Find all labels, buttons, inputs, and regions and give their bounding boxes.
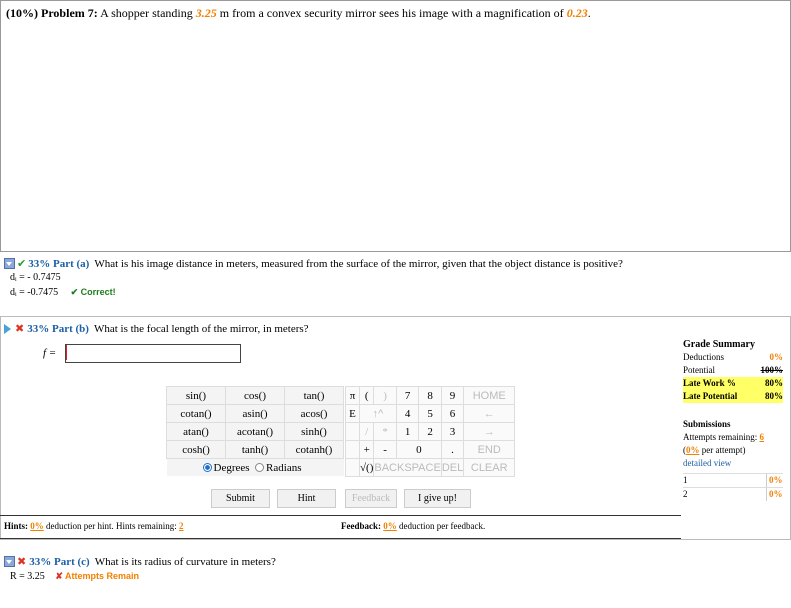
potential-value: 100%	[760, 365, 783, 375]
cosh-button[interactable]: cosh()	[167, 441, 226, 459]
attempts-remain-label: Attempts Remain	[65, 571, 140, 581]
forward-arrow-button[interactable]: →	[464, 423, 515, 441]
potential-row	[683, 364, 783, 377]
lparen-button[interactable]: (	[360, 387, 374, 405]
part-b-percent: 33% Part (b)	[27, 322, 89, 335]
radians-label: Radians	[266, 461, 302, 474]
checkmark-icon: ✔	[17, 257, 27, 270]
key-9[interactable]: 9	[441, 387, 463, 405]
part-c-answer: R = 3.25	[10, 571, 45, 582]
problem-magnification: 0.23	[566, 6, 588, 20]
detailed-view-text[interactable]: detailed view	[683, 458, 732, 468]
key-1[interactable]: 1	[396, 423, 418, 441]
sin-button[interactable]: sin()	[167, 387, 226, 405]
key-2[interactable]: 2	[419, 423, 442, 441]
up-button[interactable]: ↑^	[360, 405, 397, 423]
part-b-header[interactable]	[4, 322, 309, 335]
expand-icon[interactable]	[4, 324, 11, 334]
feedback-label: Feedback:	[341, 521, 381, 531]
key-dot[interactable]: .	[441, 441, 463, 459]
correct-status	[71, 287, 116, 297]
late-work-row	[683, 377, 783, 390]
correct-label: Correct!	[80, 287, 116, 297]
detailed-view-link[interactable]	[683, 457, 783, 470]
incorrect-icon: ✖	[15, 322, 25, 335]
back-arrow-button[interactable]: ←	[464, 405, 515, 423]
part-a-header[interactable]	[4, 257, 623, 270]
incorrect-icon: ✖	[17, 555, 27, 568]
key-5[interactable]: 5	[419, 405, 442, 423]
cotan-button[interactable]: cotan()	[167, 405, 226, 423]
numeric-keypad	[345, 386, 515, 477]
sqrt-button[interactable]: √()	[360, 459, 374, 477]
problem-label: (10%) Problem 7:	[6, 6, 98, 20]
key-6[interactable]: 6	[441, 405, 463, 423]
per-attempt-text: per attempt)	[701, 445, 746, 455]
part-a-answer-2: dᵢ = -0.7475	[10, 287, 59, 298]
attempts-remain-status	[55, 571, 139, 581]
degrees-radio[interactable]	[203, 463, 212, 472]
late-potential-value: 80%	[765, 391, 783, 401]
hints-label: Hints:	[4, 521, 29, 531]
hints-pct: 0%	[30, 521, 44, 531]
cos-button[interactable]: cos()	[226, 387, 285, 405]
part-c-header[interactable]	[4, 555, 276, 568]
submission-row-1	[683, 473, 783, 487]
part-c-answer-row	[10, 571, 139, 582]
late-work-value: 80%	[765, 378, 783, 388]
asin-button[interactable]: asin()	[226, 405, 285, 423]
x-icon: ✘	[55, 571, 63, 581]
key-0[interactable]: 0	[396, 441, 441, 459]
tan-button[interactable]: tan()	[285, 387, 344, 405]
late-potential-label: Late Potential	[683, 391, 738, 401]
feedback-bar	[338, 515, 681, 539]
problem-text-1: A shopper standing	[100, 6, 193, 20]
problem-text-end: .	[587, 6, 591, 20]
attempts-label: Attempts remaining:	[683, 432, 758, 442]
part-a-answer-row	[10, 287, 116, 298]
acos-button[interactable]: acos()	[285, 405, 344, 423]
collapse-icon[interactable]	[4, 258, 15, 269]
angle-mode	[167, 459, 344, 477]
grade-title-text: Grade Summary	[683, 339, 755, 350]
submission-num-1: 1	[683, 475, 688, 485]
atan-button[interactable]: atan()	[167, 423, 226, 441]
answer-input-box[interactable]	[65, 344, 241, 363]
degrees-label: Degrees	[213, 461, 250, 474]
part-b-question: What is the focal length of the mirror, in meters?	[93, 322, 309, 335]
attempts-value: 6	[759, 432, 764, 442]
late-potential-row	[683, 390, 783, 403]
clear-button[interactable]: CLEAR	[464, 459, 515, 477]
hint-button[interactable]: Hint	[277, 489, 336, 508]
cotanh-button[interactable]: cotanh()	[285, 441, 344, 459]
acotan-button[interactable]: acotan()	[226, 423, 285, 441]
deductions-label: Deductions	[683, 352, 724, 362]
slash-button[interactable]: /	[360, 423, 374, 441]
function-keypad	[166, 386, 344, 476]
part-a-percent: 33% Part (a)	[28, 257, 90, 270]
key-8[interactable]: 8	[419, 387, 442, 405]
backspace-button[interactable]: BACKSPACE	[374, 459, 441, 477]
problem-statement	[6, 6, 591, 21]
part-c-percent: 33% Part (c)	[29, 555, 90, 568]
hints-remaining: 2	[179, 521, 184, 531]
e-button[interactable]: E	[346, 405, 360, 423]
problem-text-2: m from a convex security mirror sees his image with a magnification of	[219, 6, 564, 20]
submission-num-2: 2	[683, 489, 688, 499]
minus-button[interactable]: -	[374, 441, 396, 459]
attempts-row	[683, 431, 783, 444]
key-4[interactable]: 4	[396, 405, 418, 423]
pi-button[interactable]: π	[346, 387, 360, 405]
feedback-button[interactable]: Feedback	[345, 489, 397, 508]
submissions-title-text: Submissions	[683, 419, 731, 429]
problem-distance: 3.25	[195, 6, 217, 20]
give-up-button[interactable]: I give up!	[404, 489, 471, 508]
hints-bar	[0, 515, 340, 539]
submission-pct-1: 0%	[766, 474, 783, 487]
answer-input[interactable]	[66, 345, 241, 360]
hints-text: deduction per hint. Hints remaining:	[46, 521, 177, 531]
home-button[interactable]: HOME	[464, 387, 515, 405]
submission-pct-2: 0%	[766, 488, 783, 501]
rparen-button[interactable]: )	[374, 387, 396, 405]
submission-row-2	[683, 487, 783, 501]
deductions-row	[683, 351, 783, 364]
key-3[interactable]: 3	[441, 423, 463, 441]
part-a-answer-1: dᵢ = - 0.7475	[10, 272, 61, 283]
check-icon: ✔	[70, 287, 79, 297]
tanh-button[interactable]: tanh()	[226, 441, 285, 459]
deductions-value: 0%	[769, 352, 783, 362]
star-button[interactable]: *	[374, 423, 396, 441]
part-c-question: What is its radius of curvature in meters?	[94, 555, 276, 568]
problem-box	[0, 0, 791, 252]
per-attempt-row: ( 0% per attempt)	[683, 445, 746, 455]
collapse-icon[interactable]	[4, 556, 15, 567]
late-work-label: Late Work %	[683, 378, 736, 388]
feedback-pct: 0%	[383, 521, 397, 531]
end-button[interactable]: END	[464, 441, 515, 459]
sinh-button[interactable]: sinh()	[285, 423, 344, 441]
radians-radio[interactable]	[255, 463, 264, 472]
part-a-question: What is his image distance in meters, measured from the surface of the mirror, given that the object distance is positive?	[94, 257, 623, 270]
submissions-title	[683, 418, 783, 431]
feedback-text: deduction per feedback.	[399, 521, 486, 531]
grade-summary	[683, 338, 783, 501]
del-button[interactable]: DEL	[441, 459, 463, 477]
f-label: f =	[43, 347, 57, 359]
grade-title	[683, 338, 783, 351]
plus-button[interactable]: +	[360, 441, 374, 459]
key-7[interactable]: 7	[396, 387, 418, 405]
submit-button[interactable]: Submit	[211, 489, 270, 508]
per-attempt-pct: 0%	[686, 445, 700, 455]
potential-label: Potential	[683, 365, 715, 375]
